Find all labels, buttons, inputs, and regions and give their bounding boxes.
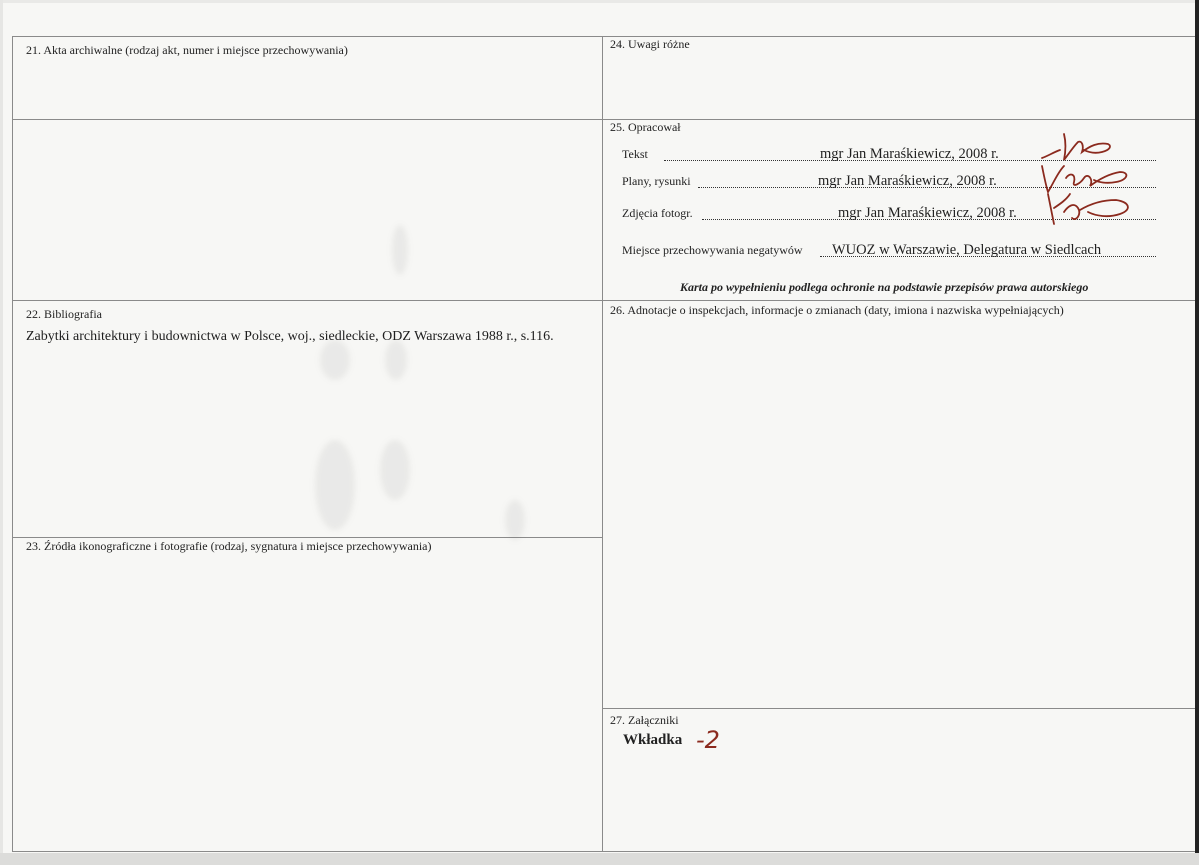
section-22-label: 22. Bibliografia — [26, 307, 102, 321]
zdjecia-value: mgr Jan Maraśkiewicz, 2008 r. — [838, 205, 1017, 221]
miejsce-value: WUOZ w Warszawie, Delegatura w Siedlcach — [832, 242, 1102, 258]
section-26-label: 26. Adnotacje o inspekcjach, informacje o zmianach (daty, imiona i nazwiska wypełniających) — [610, 303, 1064, 317]
bibliography-text: Zabytki architektury i budownictwa w Polsce, woj., siedleckie, ODZ Warszawa 1988 r., s.116. — [26, 329, 554, 344]
card-top-edge — [0, 0, 1199, 3]
attachment-label: Wkładka — [623, 732, 683, 748]
attachment-count-handwritten: -2 — [696, 726, 720, 754]
scan-smudge — [385, 340, 407, 380]
card-left-edge — [0, 0, 3, 865]
scan-smudge — [505, 500, 525, 540]
plany-label: Plany, rysunki — [622, 174, 691, 188]
copyright-note: Karta po wypełnieniu podlega ochronie na podstawie przepisów prawa autorskiego — [680, 280, 1089, 294]
zdjecia-label: Zdjęcia fotogr. — [622, 206, 693, 220]
card-right-edge — [1195, 0, 1199, 865]
plany-value: mgr Jan Maraśkiewicz, 2008 r. — [818, 173, 997, 189]
section-27-label: 27. Załączniki — [610, 713, 679, 727]
section-25-label: 25. Opracował — [610, 120, 681, 134]
section-24-label: 24. Uwagi różne — [610, 37, 690, 51]
scan-smudge — [320, 340, 350, 380]
grid-line-row1 — [12, 119, 1195, 120]
tekst-label: Tekst — [622, 147, 648, 161]
grid-line-row4-right — [602, 708, 1195, 709]
scan-smudge — [392, 225, 408, 275]
miejsce-label: Miejsce przechowywania negatywów — [622, 243, 803, 257]
section-23-label: 23. Źródła ikonograficzne i fotografie (rodzaj, sygnatura i miejsce przechowywania) — [26, 539, 432, 553]
miejsce-row — [622, 242, 1156, 260]
grid-line-bottom — [12, 851, 1195, 852]
grid-line-left — [12, 36, 13, 852]
card-bottom-edge — [0, 853, 1199, 865]
grid-line-top — [12, 36, 1195, 37]
grid-line-row2 — [12, 300, 1195, 301]
scan-smudge — [315, 440, 355, 530]
tekst-value: mgr Jan Maraśkiewicz, 2008 r. — [820, 146, 999, 162]
grid-line-middle — [602, 36, 603, 852]
signature-zdjecia — [1040, 188, 1140, 230]
section-21-label: 21. Akta archiwalne (rodzaj akt, numer i miejsce przechowywania) — [26, 43, 348, 57]
scan-smudge — [380, 440, 410, 500]
